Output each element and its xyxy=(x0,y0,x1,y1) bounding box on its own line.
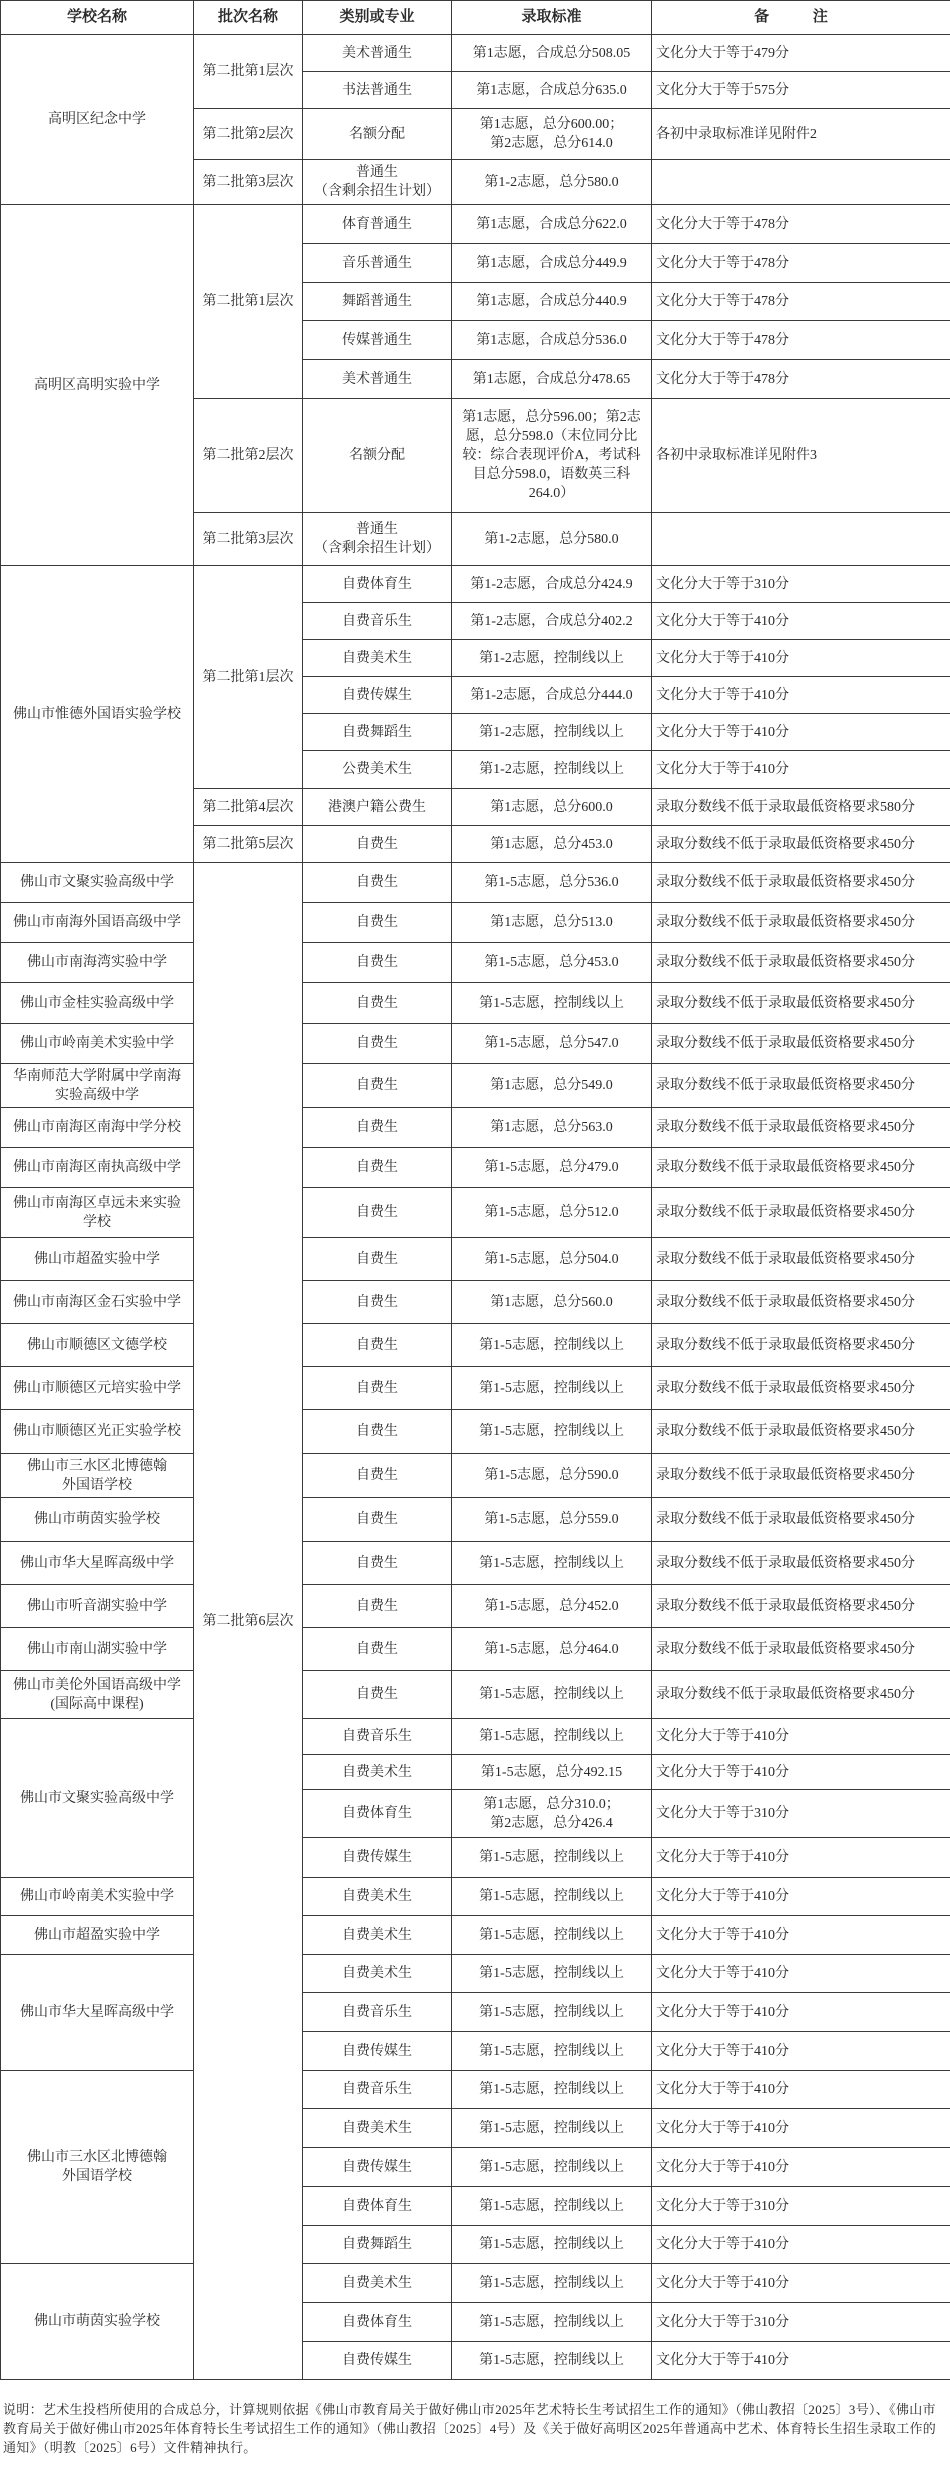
note-cell: 文化分大于等于410分 xyxy=(652,2264,950,2303)
admission-standard-cell: 第1-5志愿，总分590.0 xyxy=(452,1454,652,1498)
category-cell: 自费生 xyxy=(303,826,452,863)
note-cell: 文化分大于等于410分 xyxy=(652,714,950,751)
note-cell: 文化分大于等于410分 xyxy=(652,2342,950,2380)
note-cell: 文化分大于等于478分 xyxy=(652,283,950,321)
note-cell: 录取分数线不低于录取最低资格要求450分 xyxy=(652,1148,950,1188)
admission-standard-cell: 第1志愿，总分310.0； 第2志愿，总分426.4 xyxy=(452,1790,652,1838)
note-cell: 文化分大于等于410分 xyxy=(652,1878,950,1916)
admission-standard-cell: 第1志愿，总分549.0 xyxy=(452,1064,652,1108)
note-cell: 文化分大于等于410分 xyxy=(652,2148,950,2187)
note-cell: 文化分大于等于310分 xyxy=(652,1790,950,1838)
category-cell: 自费生 xyxy=(303,1454,452,1498)
category-cell: 自费生 xyxy=(303,1367,452,1410)
note-cell: 文化分大于等于478分 xyxy=(652,205,950,244)
school-name-cell: 佛山市南海外国语高级中学 xyxy=(1,903,194,943)
batch-name-cell: 第二批第1层次 xyxy=(194,205,303,399)
note-cell: 文化分大于等于410分 xyxy=(652,1916,950,1955)
category-cell: 自费体育生 xyxy=(303,2303,452,2342)
footnote: 说明：艺术生投档所使用的合成总分，计算规则依据《佛山市教育局关于做好佛山市2025年艺术特长生考试招生工作的通知》（佛山教招〔2025〕3号）、《佛山市教育局关于做好佛山市2025年体育特长生考试招生工作的通知》（佛山教招〔2025〕4号）及《关于做好高明区2025年普通高中艺术、体育特长生招生录取工作的通知》（明教〔2025〕6号）文件精神执行。 xyxy=(3,2402,937,2455)
header-note: 备 注 xyxy=(652,1,950,35)
table-row xyxy=(1,35,950,72)
table-row xyxy=(1,943,950,983)
category-cell: 自费生 xyxy=(303,1024,452,1064)
note-cell: 文化分大于等于575分 xyxy=(652,72,950,109)
admission-standard-cell: 第1-2志愿，合成总分402.2 xyxy=(452,603,652,640)
table-row xyxy=(1,1671,950,1719)
admission-standard-cell: 第1志愿，合成总分508.05 xyxy=(452,35,652,72)
admission-standard-cell: 第1-5志愿，总分492.15 xyxy=(452,1755,652,1790)
batch-name-cell: 第二批第3层次 xyxy=(194,160,303,205)
admission-standard-cell: 第1-5志愿，控制线以上 xyxy=(452,1367,652,1410)
admission-standard-cell: 第1-2志愿，合成总分444.0 xyxy=(452,677,652,714)
table-row xyxy=(1,1628,950,1671)
admission-standard-cell: 第1志愿，总分600.0 xyxy=(452,789,652,826)
batch-name-cell: 第二批第2层次 xyxy=(194,109,303,160)
batch-name-cell: 第二批第1层次 xyxy=(194,566,303,789)
note-cell: 录取分数线不低于录取最低资格要求450分 xyxy=(652,1108,950,1148)
category-cell: 自费传媒生 xyxy=(303,2148,452,2187)
category-cell: 自费生 xyxy=(303,983,452,1024)
table-row xyxy=(1,1585,950,1628)
note-cell: 文化分大于等于410分 xyxy=(652,603,950,640)
category-cell: 自费美术生 xyxy=(303,2264,452,2303)
table-row xyxy=(1,1542,950,1585)
batch-name-cell: 第二批第1层次 xyxy=(194,35,303,109)
category-cell: 自费生 xyxy=(303,1498,452,1542)
school-name-cell: 佛山市岭南美术实验中学 xyxy=(1,1024,194,1064)
table-row xyxy=(1,863,950,903)
batch-name-cell: 第二批第3层次 xyxy=(194,513,303,566)
table-row xyxy=(1,1498,950,1542)
note-cell: 各初中录取标准详见附件3 xyxy=(652,399,950,513)
admission-standard-cell: 第1-5志愿，控制线以上 xyxy=(452,1542,652,1585)
category-cell: 自费音乐生 xyxy=(303,1719,452,1755)
category-cell: 自费生 xyxy=(303,903,452,943)
category-cell: 自费音乐生 xyxy=(303,603,452,640)
admission-standard-cell: 第1-5志愿，总分452.0 xyxy=(452,1585,652,1628)
admission-standard-cell: 第1-5志愿，控制线以上 xyxy=(452,1838,652,1878)
note-cell: 各初中录取标准详见附件2 xyxy=(652,109,950,160)
category-cell: 自费美术生 xyxy=(303,1916,452,1955)
school-name-cell: 佛山市华大星晖高级中学 xyxy=(1,1542,194,1585)
table-row xyxy=(1,1916,950,1955)
table-row xyxy=(1,566,950,603)
note-cell: 录取分数线不低于录取最低资格要求450分 xyxy=(652,1628,950,1671)
school-name-cell: 佛山市金桂实验高级中学 xyxy=(1,983,194,1024)
admission-standard-cell: 第1-5志愿，控制线以上 xyxy=(452,2226,652,2264)
category-cell: 美术普通生 xyxy=(303,35,452,72)
note-cell: 文化分大于等于410分 xyxy=(652,1838,950,1878)
note-cell: 录取分数线不低于录取最低资格要求450分 xyxy=(652,1410,950,1454)
school-name-cell: 佛山市南海区卓远未来实验 学校 xyxy=(1,1188,194,1238)
admission-standard-cell: 第1-5志愿，控制线以上 xyxy=(452,2032,652,2071)
admission-standard-cell: 第1志愿，总分513.0 xyxy=(452,903,652,943)
category-cell: 自费生 xyxy=(303,1148,452,1188)
admission-standard-cell: 第1-5志愿，控制线以上 xyxy=(452,1671,652,1719)
note-cell: 录取分数线不低于录取最低资格要求580分 xyxy=(652,789,950,826)
category-cell: 舞蹈普通生 xyxy=(303,283,452,321)
admission-standard-cell: 第1-2志愿，总分580.0 xyxy=(452,160,652,205)
note-cell: 录取分数线不低于录取最低资格要求450分 xyxy=(652,1585,950,1628)
admission-standard-cell: 第1-5志愿，控制线以上 xyxy=(452,1719,652,1755)
category-cell: 港澳户籍公费生 xyxy=(303,789,452,826)
category-cell: 自费传媒生 xyxy=(303,2342,452,2380)
batch-name-cell: 第二批第4层次 xyxy=(194,789,303,826)
category-cell: 音乐普通生 xyxy=(303,244,452,283)
category-cell: 公费美术生 xyxy=(303,751,452,789)
category-cell: 自费生 xyxy=(303,1585,452,1628)
admission-standard-cell: 第1-5志愿，控制线以上 xyxy=(452,2264,652,2303)
admission-standard-cell: 第1-5志愿，控制线以上 xyxy=(452,1993,652,2032)
admission-standard-cell: 第1志愿，总分600.00； 第2志愿，总分614.0 xyxy=(452,109,652,160)
note-cell: 文化分大于等于410分 xyxy=(652,1719,950,1755)
category-cell: 自费美术生 xyxy=(303,1955,452,1993)
category-cell: 自费生 xyxy=(303,943,452,983)
note-cell: 文化分大于等于478分 xyxy=(652,321,950,360)
school-name-cell: 佛山市三水区北博德翰 外国语学校 xyxy=(1,1454,194,1498)
category-cell: 自费生 xyxy=(303,1064,452,1108)
school-name-cell: 佛山市顺德区元培实验中学 xyxy=(1,1367,194,1410)
admission-standard-cell: 第1志愿，合成总分440.9 xyxy=(452,283,652,321)
admission-standard-cell: 第1-2志愿，控制线以上 xyxy=(452,751,652,789)
school-name-cell: 佛山市萌茵实验学校 xyxy=(1,1498,194,1542)
admission-standard-cell: 第1志愿，合成总分478.65 xyxy=(452,360,652,399)
table-row xyxy=(1,1878,950,1916)
note-cell: 文化分大于等于410分 xyxy=(652,640,950,677)
note-cell: 文化分大于等于310分 xyxy=(652,2303,950,2342)
table-row xyxy=(1,1238,950,1281)
table-row xyxy=(1,1719,950,1755)
admission-standard-cell: 第1-5志愿，控制线以上 xyxy=(452,1916,652,1955)
note-cell: 文化分大于等于478分 xyxy=(652,360,950,399)
note-cell: 录取分数线不低于录取最低资格要求450分 xyxy=(652,1024,950,1064)
table-header-row xyxy=(1,1,950,35)
school-name-cell: 佛山市听音湖实验中学 xyxy=(1,1585,194,1628)
school-name-cell: 佛山市南海区金石实验中学 xyxy=(1,1281,194,1324)
admission-standard-cell: 第1志愿，合成总分536.0 xyxy=(452,321,652,360)
category-cell: 自费生 xyxy=(303,1671,452,1719)
school-name-cell: 佛山市超盈实验中学 xyxy=(1,1916,194,1955)
admission-standard-cell: 第1-5志愿，总分559.0 xyxy=(452,1498,652,1542)
note-cell: 录取分数线不低于录取最低资格要求450分 xyxy=(652,1454,950,1498)
admission-standard-cell: 第1志愿，总分596.00；第2志愿，总分598.0（末位同分比较：综合表现评价A，考试科目总分598.0，语数英三科264.0） xyxy=(452,399,652,513)
school-name-cell: 佛山市岭南美术实验中学 xyxy=(1,1878,194,1916)
category-cell: 名额分配 xyxy=(303,109,452,160)
category-cell: 自费传媒生 xyxy=(303,2032,452,2071)
header-standard: 录取标准 xyxy=(452,1,652,35)
category-cell: 美术普通生 xyxy=(303,360,452,399)
admission-standard-cell: 第1志愿，合成总分635.0 xyxy=(452,72,652,109)
admission-standard-cell: 第1-5志愿，控制线以上 xyxy=(452,2187,652,2226)
table-row xyxy=(1,1188,950,1238)
table-row xyxy=(1,205,950,244)
category-cell: 自费体育生 xyxy=(303,1790,452,1838)
school-name-cell: 佛山市文聚实验高级中学 xyxy=(1,1719,194,1878)
note-cell: 文化分大于等于410分 xyxy=(652,1993,950,2032)
batch-name-cell: 第二批第2层次 xyxy=(194,399,303,513)
table-row xyxy=(1,903,950,943)
category-cell: 自费生 xyxy=(303,1108,452,1148)
header-school: 学校名称 xyxy=(1,1,194,35)
school-name-cell: 高明区纪念中学 xyxy=(1,35,194,205)
note-cell: 录取分数线不低于录取最低资格要求450分 xyxy=(652,903,950,943)
school-name-cell: 佛山市萌茵实验学校 xyxy=(1,2264,194,2380)
category-cell: 自费美术生 xyxy=(303,640,452,677)
note-cell: 文化分大于等于410分 xyxy=(652,2109,950,2148)
category-cell: 体育普通生 xyxy=(303,205,452,244)
note-cell: 录取分数线不低于录取最低资格要求450分 xyxy=(652,1064,950,1108)
note-cell: 文化分大于等于478分 xyxy=(652,244,950,283)
category-cell: 自费音乐生 xyxy=(303,2071,452,2109)
header-batch: 批次名称 xyxy=(194,1,303,35)
school-name-cell: 佛山市顺德区光正实验学校 xyxy=(1,1410,194,1454)
category-cell: 自费舞蹈生 xyxy=(303,714,452,751)
school-name-cell: 佛山市三水区北博德翰 外国语学校 xyxy=(1,2071,194,2264)
note-cell xyxy=(652,160,950,205)
table-row xyxy=(1,1148,950,1188)
school-name-cell: 佛山市南海湾实验中学 xyxy=(1,943,194,983)
table-row xyxy=(1,2071,950,2109)
note-cell: 录取分数线不低于录取最低资格要求450分 xyxy=(652,1498,950,1542)
note-cell: 录取分数线不低于录取最低资格要求450分 xyxy=(652,1188,950,1238)
table-body xyxy=(1,35,950,2380)
school-name-cell: 佛山市文聚实验高级中学 xyxy=(1,863,194,903)
category-cell: 书法普通生 xyxy=(303,72,452,109)
admission-standard-cell: 第1-5志愿，控制线以上 xyxy=(452,2342,652,2380)
note-cell: 录取分数线不低于录取最低资格要求450分 xyxy=(652,1671,950,1719)
admission-standard-cell: 第1-5志愿，总分536.0 xyxy=(452,863,652,903)
note-cell: 录取分数线不低于录取最低资格要求450分 xyxy=(652,1367,950,1410)
category-cell: 自费生 xyxy=(303,1324,452,1367)
note-cell: 文化分大于等于310分 xyxy=(652,566,950,603)
category-cell: 自费生 xyxy=(303,1238,452,1281)
admission-standard-cell: 第1-5志愿，控制线以上 xyxy=(452,1410,652,1454)
category-cell: 自费美术生 xyxy=(303,2109,452,2148)
admission-standard-cell: 第1-5志愿，总分504.0 xyxy=(452,1238,652,1281)
category-cell: 自费生 xyxy=(303,1542,452,1585)
table-row xyxy=(1,1024,950,1064)
admission-standard-cell: 第1-2志愿，控制线以上 xyxy=(452,714,652,751)
note-cell: 文化分大于等于410分 xyxy=(652,2032,950,2071)
category-cell: 自费生 xyxy=(303,1410,452,1454)
note-cell: 文化分大于等于410分 xyxy=(652,751,950,789)
note-cell xyxy=(652,513,950,566)
category-cell: 普通生 （含剩余招生计划） xyxy=(303,160,452,205)
note-cell: 录取分数线不低于录取最低资格要求450分 xyxy=(652,1542,950,1585)
category-cell: 自费生 xyxy=(303,863,452,903)
note-cell: 录取分数线不低于录取最低资格要求450分 xyxy=(652,863,950,903)
school-name-cell: 佛山市惟德外国语实验学校 xyxy=(1,566,194,863)
admission-standard-cell: 第1-2志愿，合成总分424.9 xyxy=(452,566,652,603)
note-cell: 录取分数线不低于录取最低资格要求450分 xyxy=(652,983,950,1024)
note-cell: 文化分大于等于310分 xyxy=(652,2187,950,2226)
note-cell: 文化分大于等于410分 xyxy=(652,1755,950,1790)
admission-standard-cell: 第1志愿，合成总分449.9 xyxy=(452,244,652,283)
note-cell: 文化分大于等于410分 xyxy=(652,677,950,714)
admission-standard-cell: 第1-5志愿，总分512.0 xyxy=(452,1188,652,1238)
admission-standard-cell: 第1-5志愿，总分464.0 xyxy=(452,1628,652,1671)
admission-standard-cell: 第1-5志愿，控制线以上 xyxy=(452,1955,652,1993)
admission-standard-cell: 第1志愿，总分563.0 xyxy=(452,1108,652,1148)
school-name-cell: 佛山市南海区南执高级中学 xyxy=(1,1148,194,1188)
table-row xyxy=(1,1367,950,1410)
category-cell: 自费生 xyxy=(303,1628,452,1671)
school-name-cell: 佛山市美伦外国语高级中学 (国际高中课程) xyxy=(1,1671,194,1719)
school-name-cell: 华南师范大学附属中学南海 实验高级中学 xyxy=(1,1064,194,1108)
table-row xyxy=(1,1454,950,1498)
school-name-cell: 佛山市南海区南海中学分校 xyxy=(1,1108,194,1148)
category-cell: 名额分配 xyxy=(303,399,452,513)
note-cell: 文化分大于等于410分 xyxy=(652,1955,950,1993)
category-cell: 自费体育生 xyxy=(303,566,452,603)
school-name-cell: 佛山市华大星晖高级中学 xyxy=(1,1955,194,2071)
category-cell: 自费生 xyxy=(303,1281,452,1324)
admission-standard-cell: 第1-2志愿，总分580.0 xyxy=(452,513,652,566)
admission-standard-cell: 第1-5志愿，控制线以上 xyxy=(452,1878,652,1916)
admission-standard-cell: 第1-5志愿，总分479.0 xyxy=(452,1148,652,1188)
admission-standard-cell: 第1-5志愿，控制线以上 xyxy=(452,983,652,1024)
note-cell: 录取分数线不低于录取最低资格要求450分 xyxy=(652,826,950,863)
school-name-cell: 佛山市顺德区文德学校 xyxy=(1,1324,194,1367)
school-name-cell: 佛山市南山湖实验中学 xyxy=(1,1628,194,1671)
table-row xyxy=(1,2264,950,2303)
admission-standard-cell: 第1-2志愿，控制线以上 xyxy=(452,640,652,677)
table-row xyxy=(1,1410,950,1454)
school-name-cell: 佛山市超盈实验中学 xyxy=(1,1238,194,1281)
admission-standard-cell: 第1-5志愿，控制线以上 xyxy=(452,1324,652,1367)
admission-standard-cell: 第1-5志愿，总分453.0 xyxy=(452,943,652,983)
category-cell: 自费传媒生 xyxy=(303,677,452,714)
school-name-cell: 高明区高明实验中学 xyxy=(1,205,194,566)
category-cell: 自费美术生 xyxy=(303,1878,452,1916)
category-cell: 自费体育生 xyxy=(303,2187,452,2226)
admission-standard-cell: 第1-5志愿，控制线以上 xyxy=(452,2303,652,2342)
note-cell: 录取分数线不低于录取最低资格要求450分 xyxy=(652,1238,950,1281)
note-cell: 文化分大于等于479分 xyxy=(652,35,950,72)
table-row xyxy=(1,1108,950,1148)
note-cell: 录取分数线不低于录取最低资格要求450分 xyxy=(652,1281,950,1324)
table-row xyxy=(1,1324,950,1367)
note-cell: 录取分数线不低于录取最低资格要求450分 xyxy=(652,943,950,983)
category-cell: 自费传媒生 xyxy=(303,1838,452,1878)
note-cell: 文化分大于等于410分 xyxy=(652,2071,950,2109)
note-cell: 文化分大于等于410分 xyxy=(652,2226,950,2264)
category-cell: 自费生 xyxy=(303,1188,452,1238)
admission-standard-cell: 第1-5志愿，控制线以上 xyxy=(452,2148,652,2187)
admission-standard-cell: 第1-5志愿，控制线以上 xyxy=(452,2071,652,2109)
table-row xyxy=(1,983,950,1024)
admission-standard-cell: 第1-5志愿，总分547.0 xyxy=(452,1024,652,1064)
table-row xyxy=(1,1064,950,1108)
category-cell: 普通生 （含剩余招生计划） xyxy=(303,513,452,566)
category-cell: 自费美术生 xyxy=(303,1755,452,1790)
category-cell: 自费舞蹈生 xyxy=(303,2226,452,2264)
admission-standard-cell: 第1志愿，合成总分622.0 xyxy=(452,205,652,244)
header-category: 类别或专业 xyxy=(303,1,452,35)
category-cell: 自费音乐生 xyxy=(303,1993,452,2032)
admission-standard-cell: 第1-5志愿，控制线以上 xyxy=(452,2109,652,2148)
category-cell: 传媒普通生 xyxy=(303,321,452,360)
table-row xyxy=(1,1281,950,1324)
admission-standard-cell: 第1志愿，总分560.0 xyxy=(452,1281,652,1324)
batch-name-cell: 第二批第6层次 xyxy=(194,863,303,2380)
note-cell: 录取分数线不低于录取最低资格要求450分 xyxy=(652,1324,950,1367)
admission-standard-cell: 第1志愿，总分453.0 xyxy=(452,826,652,863)
batch-name-cell: 第二批第5层次 xyxy=(194,826,303,863)
table-row xyxy=(1,1955,950,1993)
